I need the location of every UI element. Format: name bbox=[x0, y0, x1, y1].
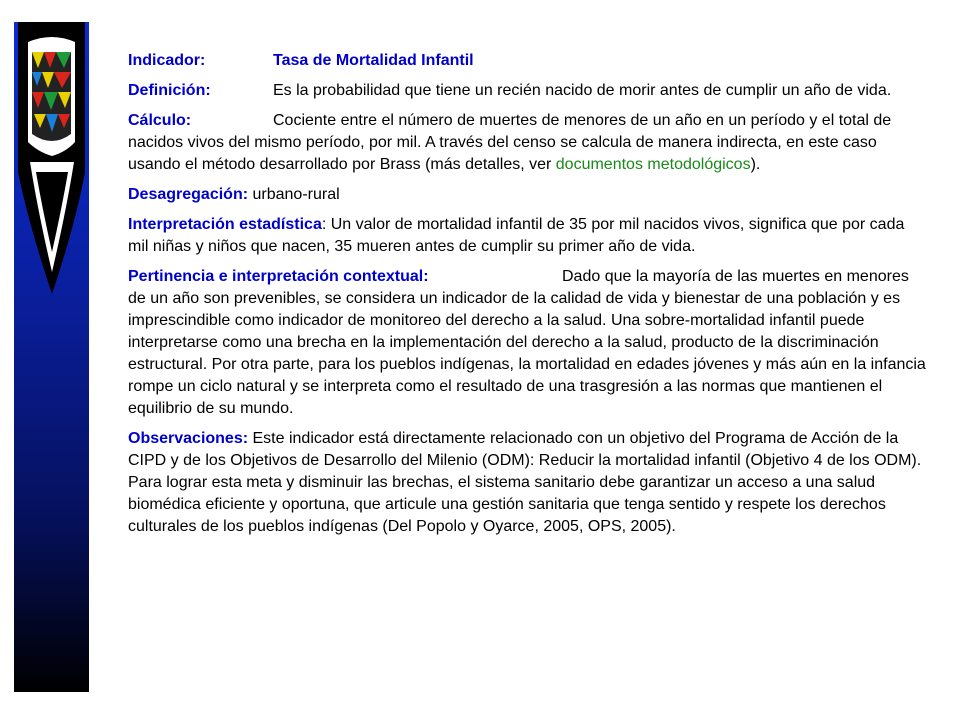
calculation-label: Cálculo: bbox=[128, 112, 192, 129]
contextual-interpretation-row bbox=[128, 266, 928, 420]
contextual-interpretation-label: Pertinencia e interpretación contextual: bbox=[128, 268, 429, 285]
indicator-sheet bbox=[128, 50, 928, 546]
disaggregation-label: Desagregación: bbox=[128, 186, 249, 203]
tribal-mask-icon bbox=[14, 22, 89, 302]
sidebar-decoration bbox=[14, 22, 89, 692]
observations-text: Este indicador está directamente relacionado con un objetivo del Programa de Acción de la CIPD y de los Objetivos de Desarrollo del Milenio (ODM): Reducir la mortalidad infantil (Objetivo 4 de los ODM). Para lograr esta meta y disminuir las brechas, el sistema sanitario debe garantizar un acceso a una salud biomédica eficiente y oportuna, que articule una gestión sanitaria que tenga sentido y respete los derechos culturales de los pueblos indígenas (Del Popolo y Oyarce, 2005, OPS, 2005). bbox=[128, 430, 922, 535]
indicator-value: Tasa de Mortalidad Infantil bbox=[273, 52, 474, 69]
calculation-row bbox=[128, 110, 928, 176]
disaggregation-text: urbano-rural bbox=[248, 186, 340, 203]
disaggregation-row bbox=[128, 184, 928, 206]
calculation-suffix: ). bbox=[750, 156, 761, 173]
indicator-label: Indicador: bbox=[128, 52, 206, 69]
indicator-row bbox=[128, 50, 928, 72]
definition-label: Definición: bbox=[128, 82, 211, 99]
statistical-interpretation-row bbox=[128, 214, 928, 258]
contextual-interpretation-text: Dado que la mayoría de las muertes en menores de un año son prevenibles, se considera un indicador de la calidad de vida y bienestar de una población y es imprescindible como indicador de monitoreo del derecho a la salud. Una sobre-mortalidad infantil puede interpretarse como una brecha en la implementación del derecho a la salud, producto de la discriminación estructural. Por otra parte, para los pueblos indígenas, la mortalidad en edades jóvenes y más aún en la infancia rompe un ciclo natural y se interpreta como el resultado de una trasgresión a las normas que mantienen el equilibrio de su mundo. bbox=[128, 268, 926, 417]
calculation-text: Cociente entre el número de muertes de menores de un año en un período y el total de nacidos vivos del mismo período, por mil. A través del censo se calcula de manera indirecta, en este caso usando el método desarrollado por Brass (más detalles, ver bbox=[128, 112, 892, 173]
definition-text: Es la probabilidad que tiene un recién nacido de morir antes de cumplir un año de vida. bbox=[273, 82, 892, 99]
methodology-link[interactable]: documentos metodológicos bbox=[555, 156, 751, 173]
observations-row bbox=[128, 428, 928, 538]
observations-label: Observaciones: bbox=[128, 430, 249, 447]
statistical-interpretation-label: Interpretación estadística bbox=[128, 216, 322, 233]
definition-row bbox=[128, 80, 928, 102]
statistical-interpretation-text: : Un valor de mortalidad infantil de 35 por mil nacidos vivos, significa que por cada mil niñas y niños que nacen, 35 mueren antes de cumplir su primer año de vida. bbox=[128, 216, 905, 255]
